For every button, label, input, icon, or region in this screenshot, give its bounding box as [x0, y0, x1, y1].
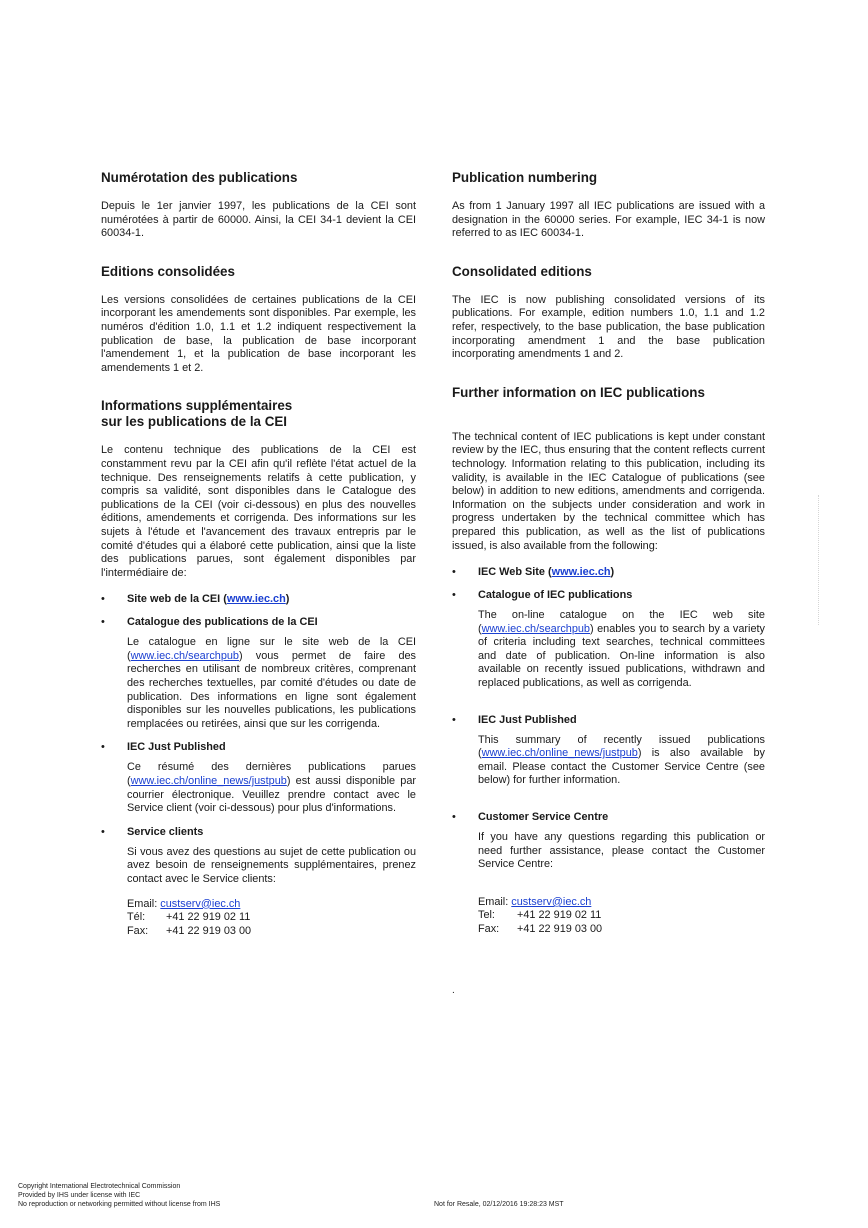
en-catalogue-text — [478, 609, 765, 691]
fr-email-link[interactable]: custserv@iec.ch — [160, 897, 241, 910]
fr-customer-service-title: Service clients — [127, 825, 204, 838]
fr-paragraph-consolidated: Les versions consolidées de certaines publications de la CEI incorporant les amendements sont disponibles. Par exemple, les numéros d'édition 1.0, 1.1 et 1.2 indiquent respectivement la publication de base, la publication de base incorporant l'amendement 1, et la publication de base incorporant les amendements 1 et 2. — [101, 293, 416, 374]
fr-heading-consolidated: Editions consolidées — [101, 263, 235, 279]
en-bullet-just-published — [452, 713, 765, 788]
fr-bullet-list — [101, 592, 416, 938]
english-column — [452, 168, 765, 937]
fr-paragraph-numbering: Depuis le 1er janvier 1997, les publications de la CEI sont numérotées à partir de 60000. Ainsi, la CEI 34-1 devient la CEI 60034-1. — [101, 200, 416, 240]
footer-line-1: Copyright International Electrotechnical Commission — [18, 1183, 181, 1190]
en-section-further-info — [452, 385, 765, 553]
footer-not-for-resale: Not for Resale, 02/12/2016 19:28:23 MST — [434, 1201, 564, 1208]
en-justpub-link[interactable]: www.iec.ch/online_news/justpub — [481, 747, 638, 760]
fr-tel-label: Tél: — [127, 911, 146, 924]
en-paragraph-consolidated: The IEC is now publishing consolidated versions of its publications. For example, edition numbers 1.0, 1.1 and 1.2 refer, respectively, to the base publication, the base publication incorporating amendment 1 and the base publication incorporating amendments 1 and 2. — [452, 293, 765, 361]
bullet-icon: • — [452, 811, 456, 824]
stray-dot: . — [452, 985, 455, 996]
fr-catalogue-title: Catalogue des publications de la CEI — [127, 616, 318, 629]
en-bullet-website — [452, 565, 765, 579]
en-justpub-text-start: This summary of recently issued publications ( — [478, 733, 765, 760]
en-contact-block — [478, 896, 765, 937]
fr-section-consolidated — [101, 264, 416, 376]
en-customer-service-title: Customer Service Centre — [478, 811, 609, 824]
en-just-published-text — [478, 734, 765, 788]
fr-heading-line-1: Informations supplémentaires — [101, 398, 293, 414]
fr-bullet-customer-service — [101, 825, 416, 939]
en-email-label: Email: — [478, 895, 509, 908]
en-bullet-customer-service — [452, 810, 765, 937]
en-section-numbering — [452, 170, 765, 241]
en-tel-label: Tel: — [478, 909, 495, 922]
en-just-published-title: IEC Just Published — [478, 713, 577, 726]
en-justpub-text-end: ) is also available by email. Please contact the Customer Service Centre (see below) for further information. — [478, 747, 765, 787]
fr-section-further-info — [101, 398, 416, 580]
fr-justpub-text-end: ) est aussi disponible par courrier électronique. Veuillez prendre contact avec le Service client (voir ci-dessous) pour plus d'informations. — [127, 775, 416, 815]
fr-section-numbering — [101, 170, 416, 241]
en-website-title-end: ) — [610, 566, 615, 579]
fr-just-published-text — [127, 761, 416, 815]
footer-line-2: Provided by IHS under license with IEC — [18, 1192, 141, 1199]
fr-heading-further-info — [101, 398, 416, 430]
fr-heading-numbering: Numérotation des publications — [101, 170, 298, 185]
bullet-icon: • — [101, 616, 105, 629]
en-tel-value: +41 22 919 02 11 — [517, 909, 602, 922]
en-catalogue-title: Catalogue of IEC publications — [478, 589, 633, 602]
margin-watermark-mark — [818, 495, 825, 625]
en-website-link[interactable]: www.iec.ch — [551, 566, 611, 579]
en-searchpub-link[interactable]: www.iec.ch/searchpub — [481, 622, 590, 635]
en-heading-numbering: Publication numbering — [452, 170, 598, 185]
bullet-icon: • — [452, 713, 456, 726]
en-heading-line-1: Further information on IEC publications — [452, 384, 705, 400]
en-catalogue-text-end: ) enables you to search by a variety of criteria including text searches, technical committees and date of publication. On-line information is also available on recently issued publications, withdrawn and replaced publications, as well as corrigenda. — [478, 622, 765, 690]
fr-bullet-website — [101, 592, 416, 606]
fr-bullet-just-published — [101, 740, 416, 815]
en-catalogue-text-start: The on-line catalogue on the IEC web site ( — [478, 609, 765, 635]
bullet-icon: • — [452, 589, 456, 602]
fr-catalogue-text-start: Le catalogue en ligne sur le site web de la CEI ( — [127, 636, 416, 662]
footer-line-3: No reproduction or networking permitted without license from IHS — [18, 1201, 221, 1208]
fr-website-title: Site web de la CEI ( — [127, 593, 227, 606]
en-heading-consolidated: Consolidated editions — [452, 263, 592, 279]
fr-catalogue-text — [127, 636, 416, 731]
bullet-icon: • — [101, 741, 105, 754]
fr-justpub-text-start: Ce résumé des dernières publications parues ( — [127, 761, 416, 788]
fr-paragraph-further-info: Le contenu technique des publications de la CEI est constamment revu par la CEI afin qu'il reflète l'état actuel de la technique. Des renseignements relatifs à cette publication, y compris sa validité, sont disponibles dans le Catalogue des publications de la CEI (voir ci-dessous) en plus des nouvelles éditions, amendements et corrigenda. Des informations sur les sujets à l'étude et l'avancement des travaux entrepris par le comité d'études qui a élaboré cette publication, ainsi que la liste des publications parues, sont également disponibles par l'intermédiaire de: — [101, 444, 416, 579]
bullet-icon: • — [452, 566, 456, 579]
footer-copyright — [18, 1182, 220, 1209]
fr-website-link[interactable]: www.iec.ch — [226, 593, 286, 606]
en-paragraph-numbering: As from 1 January 1997 all IEC publications are issued with a designation in the 60000 series. For example, IEC 34-1 is now referred to as IEC 60034-1. — [452, 200, 765, 240]
en-paragraph-further-info: The technical content of IEC publications is kept under constant review by the IEC, thus ensuring that the content reflects current technology. Information relating to this publication, including its validity, is available in the IEC Catalogue of publications (see below) in addition to new editions, amendments and corrigenda. Information on the subjects under consideration and work in progress undertaken by the technical committee which has prepared this publication, as well as the list of publications issued, is also available from the following: — [452, 430, 765, 552]
en-customer-service-text: If you have any questions regarding this publication or need further assistance, please contact the Customer Service Centre: — [478, 831, 765, 871]
fr-fax-label: Fax: — [127, 924, 149, 937]
fr-catalogue-text-end: ) vous permet de faire des recherches en utilisant de nombreux critères, comprenant des recherches textuelles, par comité d'études ou date de publication. Des informations en ligne sont également disponibles sur les nouvelles publications, les publications remplacées ou retirées, ainsi que sur les corrigenda. — [127, 649, 416, 730]
en-website-title: IEC Web Site ( — [478, 566, 552, 579]
en-email-link[interactable]: custserv@iec.ch — [511, 895, 592, 908]
fr-website-title-end: ) — [285, 593, 290, 606]
fr-customer-service-text: Si vous avez des questions au sujet de cette publication ou avez besoin de renseignements supplémentaires, prenez contact avec le Service clients: — [127, 845, 416, 885]
en-bullet-list — [452, 565, 765, 937]
en-section-consolidated — [452, 264, 765, 362]
en-fax-label: Fax: — [478, 923, 500, 935]
fr-heading-line-2: sur les publications de la CEI — [101, 414, 288, 430]
en-heading-further-info — [452, 385, 765, 417]
fr-contact-block — [127, 898, 416, 939]
bullet-icon: • — [101, 825, 105, 838]
fr-just-published-title: IEC Just Published — [127, 741, 226, 754]
fr-email-label: Email: — [127, 897, 158, 910]
bullet-icon: • — [101, 593, 105, 606]
french-column — [101, 168, 416, 938]
en-bullet-catalogue — [452, 588, 765, 691]
fr-bullet-catalogue — [101, 615, 416, 731]
en-fax-value: +41 22 919 03 00 — [517, 923, 603, 935]
fr-justpub-link[interactable]: www.iec.ch/online_news/justpub — [130, 775, 287, 788]
fr-tel-value: +41 22 919 02 11 — [166, 911, 251, 924]
fr-fax-value: +41 22 919 03 00 — [166, 924, 252, 937]
fr-searchpub-link[interactable]: www.iec.ch/searchpub — [130, 649, 239, 662]
